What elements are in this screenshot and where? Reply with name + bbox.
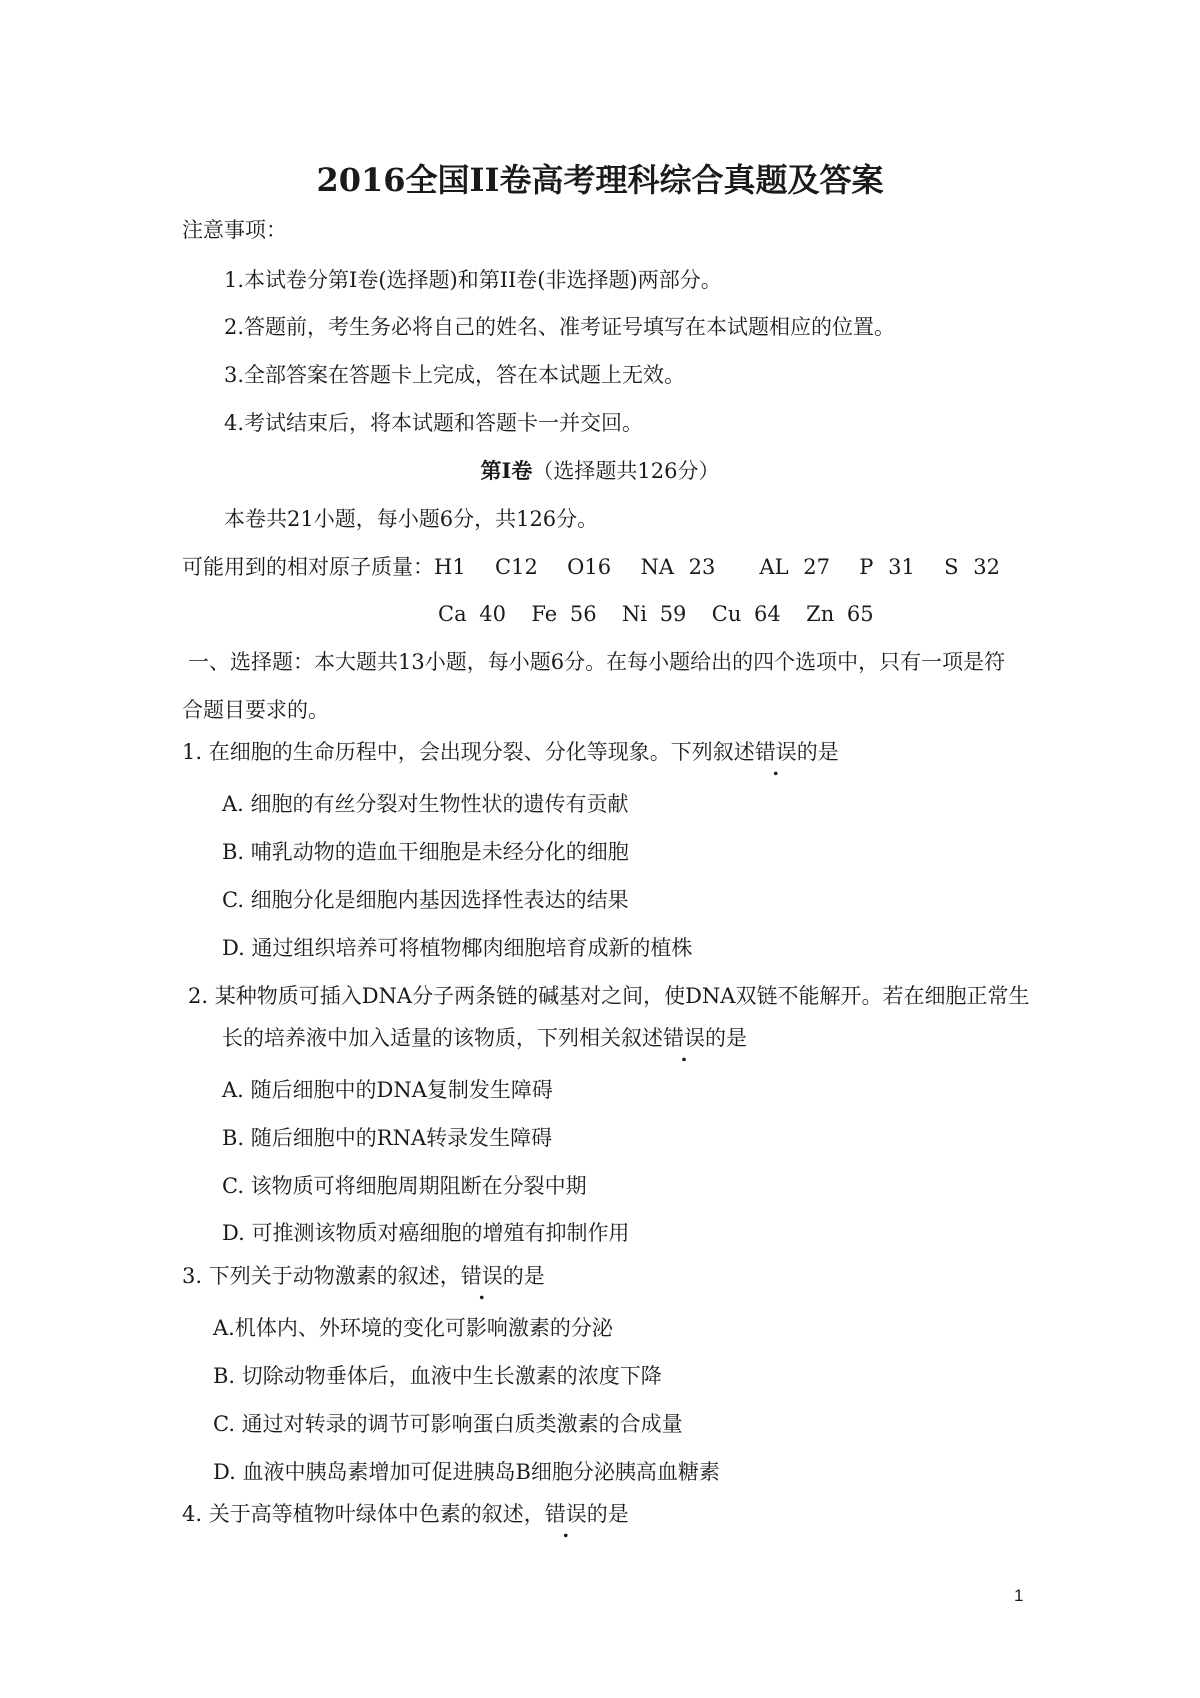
atomic-mass-label: 可能用到的相对原子质量： bbox=[182, 555, 434, 579]
page-number: 1 bbox=[1014, 1586, 1024, 1605]
option-b: B. 哺乳动物的造血干细胞是未经分化的细胞 bbox=[222, 840, 629, 864]
section-title-bold: 第Ⅰ卷 bbox=[480, 458, 533, 483]
question-stem-text: 的是 bbox=[502, 1264, 545, 1288]
option-a: A. 随后细胞中的DNA复制发生障碍 bbox=[222, 1078, 553, 1102]
part-instruction-cont: 合题目要求的。 bbox=[182, 698, 329, 722]
section-title bbox=[0, 457, 1200, 485]
option-b: B. 切除动物垂体后，血液中生长激素的浓度下降 bbox=[213, 1364, 662, 1388]
atomic-mass-row1: H1 C12 O16 NA 23 AL 27 P 31 S 32 bbox=[434, 555, 1000, 579]
emphasis-text: 错误 bbox=[544, 1502, 587, 1526]
emphasis-text: 错误 bbox=[663, 1026, 705, 1050]
option-a: A. 细胞的有丝分裂对生物性状的遗传有贡献 bbox=[222, 792, 629, 816]
question-stem-text: 长的培养液中加入适量的该物质，下列相关叙述 bbox=[222, 1026, 663, 1050]
question-stem-cont bbox=[222, 1024, 747, 1052]
notice-heading: 注意事项： bbox=[182, 218, 287, 242]
option-d: D. 通过组织培养可将植物椰肉细胞培育成新的植株 bbox=[222, 936, 693, 960]
question-stem-text: 的是 bbox=[586, 1502, 629, 1526]
part-instruction: 一、选择题：本大题共13小题，每小题6分。在每小题给出的四个选项中，只有一项是符 bbox=[188, 650, 1006, 674]
question-stem-text: 的是 bbox=[705, 1026, 747, 1050]
notice-item: 2.答题前，考生务必将自己的姓名、准考证号填写在本试题相应的位置。 bbox=[224, 315, 896, 339]
document-title: 2016全国II卷高考理科综合真题及答案 bbox=[316, 161, 884, 199]
emphasis-text: 错误 bbox=[460, 1264, 503, 1288]
notice-item: 1.本试卷分第Ⅰ卷(选择题)和第II卷(非选择题)两部分。 bbox=[224, 268, 722, 292]
option-d: D. 可推测该物质对癌细胞的增殖有抑制作用 bbox=[222, 1221, 630, 1245]
notice-item: 4.考试结束后，将本试题和答题卡一并交回。 bbox=[224, 411, 644, 435]
option-c: C. 细胞分化是细胞内基因选择性表达的结果 bbox=[222, 888, 629, 912]
option-c: C. 通过对转录的调节可影响蛋白质类激素的合成量 bbox=[213, 1412, 683, 1436]
option-d: D. 血液中胰岛素增加可促进胰岛B细胞分泌胰高血糖素 bbox=[213, 1460, 720, 1484]
question-stem bbox=[182, 1262, 545, 1290]
question-stem bbox=[182, 738, 839, 766]
question-stem-text: 1. 在细胞的生命历程中，会出现分裂、分化等现象。下列叙述 bbox=[182, 740, 755, 764]
option-a: A.机体内、外环境的变化可影响激素的分泌 bbox=[213, 1316, 613, 1340]
question-stem-text: 4. 关于高等植物叶绿体中色素的叙述， bbox=[182, 1502, 545, 1526]
atomic-mass-line bbox=[182, 553, 1000, 581]
section-title-rest: （选择题共126分） bbox=[532, 459, 720, 483]
question-stem-text: 的是 bbox=[796, 740, 839, 764]
atomic-mass-row2: Ca 40 Fe 56 Ni 59 Cu 64 Zn 65 bbox=[438, 602, 874, 626]
option-b: B. 随后细胞中的RNA转录发生障碍 bbox=[222, 1126, 553, 1150]
section-intro: 本卷共21小题，每小题6分，共126分。 bbox=[224, 507, 599, 531]
emphasis-text: 错误 bbox=[754, 740, 797, 764]
question-stem bbox=[182, 1500, 629, 1528]
question-stem: 2. 某种物质可插入DNA分子两条链的碱基对之间，使DNA双链不能解开。若在细胞正常生 bbox=[188, 984, 1030, 1008]
option-c: C. 该物质可将细胞周期阻断在分裂中期 bbox=[222, 1174, 587, 1198]
question-stem-text: 3. 下列关于动物激素的叙述， bbox=[182, 1264, 461, 1288]
notice-item: 3.全部答案在答题卡上完成，答在本试题上无效。 bbox=[224, 363, 686, 387]
